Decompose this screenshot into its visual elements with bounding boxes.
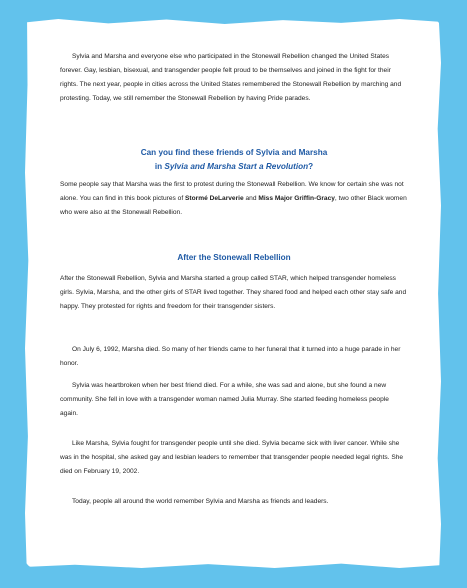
book-title: Sylvia and Marsha Start a Revolution (164, 162, 309, 171)
heading-after-stonewall: After the Stonewall Rebellion (177, 253, 291, 262)
paragraph-sylvia-fight: Like Marsha, Sylvia fought for transgender people until she died. Sylvia became sick with liver cancer. While she was in the hospital, she asked gay and lesbian leaders to remember that transgender people needed legal rights. She died on February 19, 2002. (60, 440, 404, 475)
name-miss-major: Miss Major Griffin-Gracy (258, 195, 335, 202)
paragraph-remember: Today, people all around the world remember Sylvia and Marsha as friends and leaders. (72, 498, 329, 505)
friends-text-end: , two other Black women who were also at the Stonewall Rebellion. (60, 195, 407, 216)
heading-prefix: in (154, 162, 165, 171)
heading-suffix: ? (308, 162, 314, 171)
friends-text-start: Some people say that Marsha was the first to protest during the Stonewall Rebellion. We know for certain she was not alone. You can find in this book pictures of (60, 181, 404, 202)
heading-find-friends-line1: Can you find these friends of Sylvia and Marsha (140, 148, 328, 157)
heading-find-friends-line2 (60, 160, 408, 174)
paragraph-marsha-death: On July 6, 1992, Marsha died. So many of her friends came to her funeral that it turned into a huge parade in her honor. (60, 346, 401, 367)
paragraph-sylvia-grief: Sylvia was heartbroken when her best friend died. For a while, she was sad and alone, but she found a new community. She fell in love with a transgender woman named Julia Murray. She started feeding homeless people again. (60, 382, 389, 417)
paragraph-stonewall-legacy: Sylvia and Marsha and everyone else who participated in the Stonewall Rebellion changed the United States forever. Gay, lesbian, bisexual, and transgender people felt proud to be themselves and joined in the fight for their rights. The next year, people in cities across the United States remembered the Stonewall Rebellion by marching and protesting. Today, we still remember the Stonewall Rebellion by having Pride parades. (60, 53, 402, 102)
paragraph-star: After the Stonewall Rebellion, Sylvia and Marsha started a group called STAR, which helped transgender homeless girls. Sylvia, Marsha, and the other girls of STAR lived together. They shared food and helped each other stay safe and happy. They protested for rights and freedom for their transgender sisters. (60, 275, 407, 310)
name-storme: Stormé DeLarverie (185, 195, 244, 202)
friends-text-and: and (243, 195, 259, 202)
heading-find-friends (60, 146, 408, 174)
paragraph-friends (60, 178, 408, 220)
